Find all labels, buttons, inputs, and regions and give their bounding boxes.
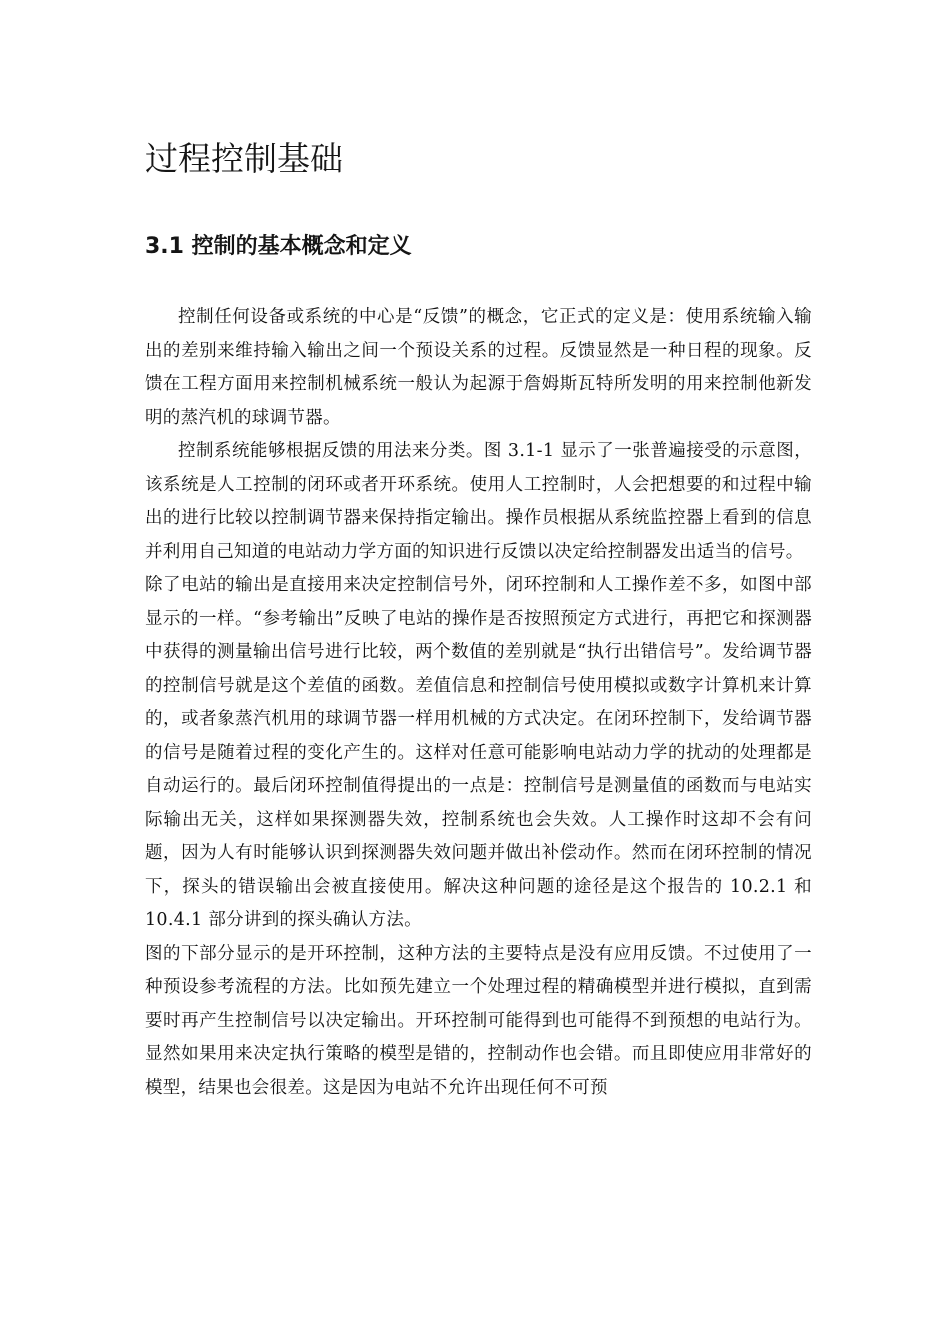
paragraph: 图的下部分显示的是开环控制，这种方法的主要特点是没有应用反馈。不过使用了一种预设参考流程的方法。比如预先建立一个处理过程的精确模型并进行模拟，直到需要时再产生控制信号以决定输出。开环控制可能得到也可能得不到预想的电站行为。显然如果用来决定执行策略的模型是错的，控制动作也会错。而且即使应用非常好的模型，结果也会很差。这是因为电站不允许出现任何不可预 bbox=[145, 943, 812, 1098]
paragraph: 除了电站的输出是直接用来决定控制信号外，闭环控制和人工操作差不多，如图中部显示的一样。“参考输出”反映了电站的操作是否按照预定方式进行，再把它和探测器中获得的测量输出信号进行比较，两个数值的差别就是“执行出错信号”。发给调节器的控制信号就是这个差值的函数。差值信息和控制信号使用模拟或数字计算机来计算的，或者象蒸汽机用的球调节器一样用机械的方式决定。在闭环控制下，发给调节器的信号是随着过程的变化产生的。这样对任意可能影响电站动力学的扰动的处理都是自动运行的。最后闭环控制值得提出的一点是：控制信号是测量值的函数而与电站实际输出无关，这样如果探测器失效，控制系统也会失效。人工操作时这却不会有问题，因为人有时能够认识到探测器失效问题并做出补偿动作。然而在闭环控制的情况下，探头的错误输出会被直接使用。解决这种问题的途径是这个报告的 10.2.1 和 10.4.1 部分讲到的探头确认方法。 bbox=[145, 575, 812, 930]
chapter-title: 过程控制基础 bbox=[145, 139, 343, 178]
paragraph: 控制系统能够根据反馈的用法来分类。图 3.1-1 显示了一张普遍接受的示意图，该系统是人工控制的闭环或者开环系统。使用人工控制时，人会把想要的和过程中输出的进行比较以控制调节器来保持指定输出。操作员根据从系统监控器上看到的信息并利用自己知道的电站动力学方面的知识进行反馈以决定给控制器发出适当的信号。 bbox=[145, 441, 812, 562]
body-text bbox=[145, 301, 812, 1105]
section-title: 3.1 控制的基本概念和定义 bbox=[145, 234, 412, 259]
paragraph: 控制任何设备或系统的中心是“反馈”的概念，它正式的定义是：使用系统输入输出的差别来维持输入输出之间一个预设关系的过程。反馈显然是一种日程的现象。反馈在工程方面用来控制机械系统一般认为起源于詹姆斯瓦特所发明的用来控制他新发明的蒸汽机的球调节器。 bbox=[145, 307, 812, 428]
